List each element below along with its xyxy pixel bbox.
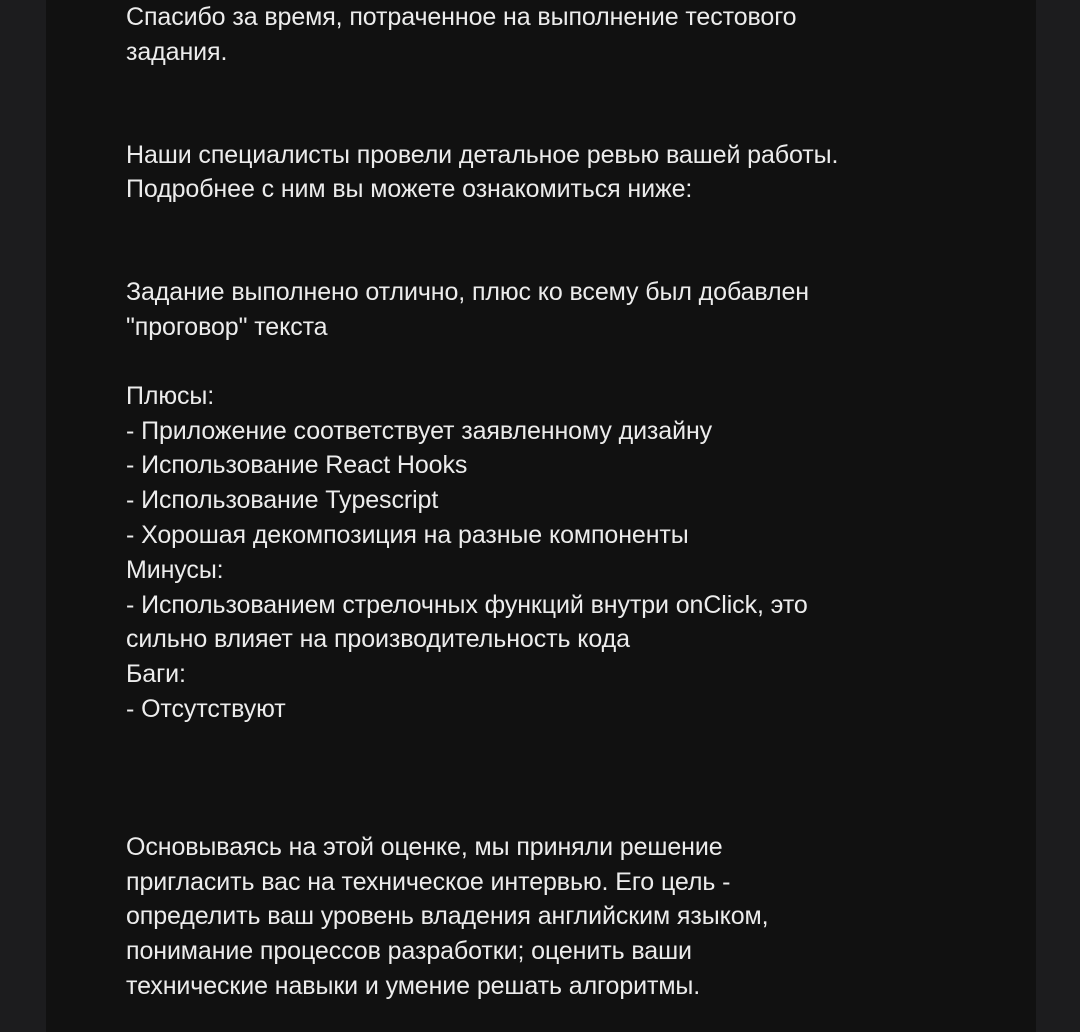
review-details bbox=[126, 379, 1006, 727]
summary-paragraph bbox=[126, 275, 1006, 345]
bugs-heading: Баги: bbox=[126, 660, 186, 689]
text-line: определить ваш уровень владения английским языком, bbox=[126, 902, 769, 931]
cons-item: - Использованием стрелочных функций внутри onClick, это bbox=[126, 590, 808, 619]
text-line: Спасибо за время, потраченное на выполнение тестового bbox=[126, 3, 797, 31]
bugs-item: - Отсутствуют bbox=[126, 694, 286, 723]
decision-paragraph bbox=[126, 830, 1006, 1004]
message-body bbox=[126, 0, 1006, 1004]
text-line: Подробнее с ним вы можете ознакомиться ниже: bbox=[126, 175, 693, 204]
text-line: Задание выполнено отлично, плюс ко всему был добавлен bbox=[126, 278, 810, 307]
thanks-paragraph bbox=[126, 0, 1006, 70]
text-line: "проговор" текста bbox=[126, 312, 328, 341]
pros-item: - Приложение соответствует заявленному дизайну bbox=[126, 416, 713, 445]
spacer bbox=[126, 345, 1006, 379]
text-line: Основываясь на этой оценке, мы приняли решение bbox=[126, 832, 723, 861]
spacer bbox=[126, 207, 1006, 275]
pros-item: - Использование Typescript bbox=[126, 486, 439, 515]
spacer bbox=[126, 70, 1006, 138]
pros-item: - Хорошая декомпозиция на разные компоненты bbox=[126, 520, 689, 549]
text-line: технические навыки и умение решать алгоритмы. bbox=[126, 971, 701, 1000]
review-intro-paragraph bbox=[126, 138, 1006, 208]
pros-item: - Использование React Hooks bbox=[126, 451, 468, 480]
spacer bbox=[126, 727, 1006, 830]
text-line: Наши специалисты провели детальное ревью вашей работы. bbox=[126, 140, 839, 169]
pros-heading: Плюсы: bbox=[126, 381, 215, 410]
text-line: задания. bbox=[126, 37, 228, 66]
cons-heading: Минусы: bbox=[126, 555, 224, 584]
text-line: пригласить вас на техническое интервью. Его цель - bbox=[126, 867, 731, 896]
text-line: понимание процессов разработки; оценить ваши bbox=[126, 937, 692, 966]
cons-item: сильно влияет на производительность кода bbox=[126, 625, 630, 654]
